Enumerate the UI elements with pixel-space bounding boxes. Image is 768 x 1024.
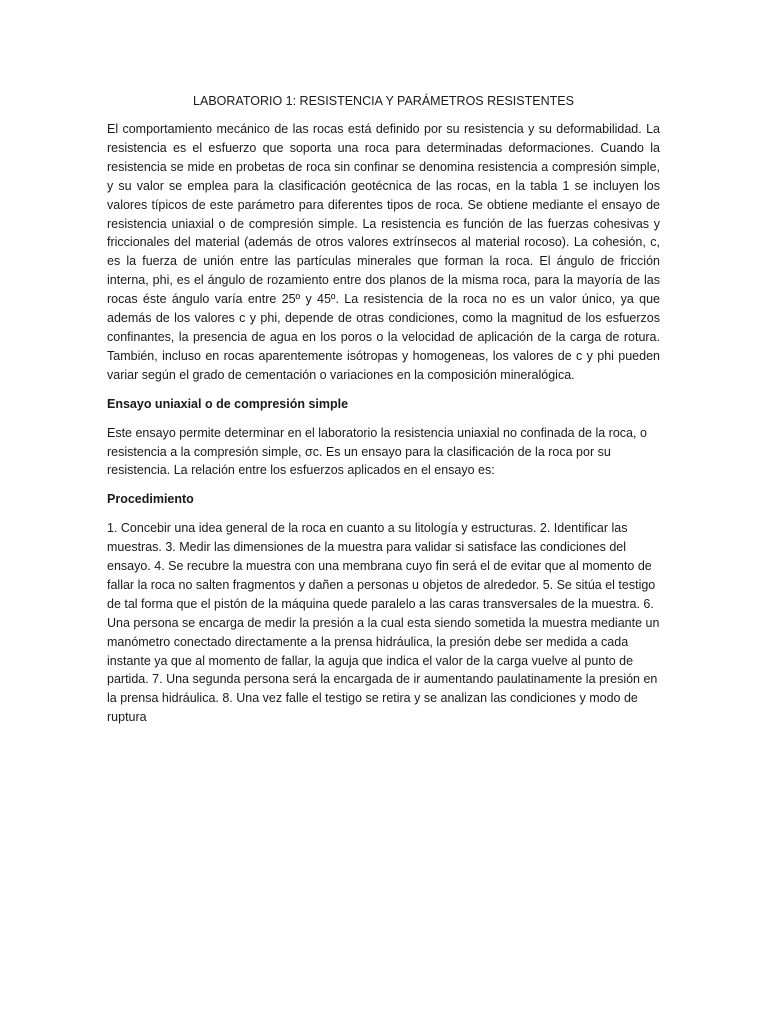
uniaxial-paragraph: Este ensayo permite determinar en el laboratorio la resistencia uniaxial no confinada de la roca, o resistencia a la compresión simple, σc. Es un ensayo para la clasificación de la roca por su resistencia. La relación entre los esfuerzos aplicados en el ensayo es: <box>107 425 647 478</box>
section-heading-procedimiento: Procedimiento <box>107 492 194 507</box>
intro-paragraph: El comportamiento mecánico de las rocas está definido por su resistencia y su deformabilidad. La resistencia es el esfuerzo que soporta una roca para determinadas deformaciones. Cuando la resistencia se mide en probetas de roca sin confinar se denomina resistencia a compresión simple, y su valor se emplea para la clasificación geotécnica de las rocas, en la tabla 1 se incluyen los valores típicos de este parámetro para diferentes tipos de roca. Se obtiene mediante el ensayo de resistencia uniaxial o de compresión simple. La resistencia es función de las fuerzas cohesivas y friccionales del material (además de otros valores extrínsecos al material rocoso). La cohesión, c, es la fuerza de unión entre las partículas minerales que forman la roca. El ángulo de fricción interna, phi, es el ángulo de rozamiento entre dos planos de la misma roca, para la mayoría de las rocas éste ángulo varía entre 25º y 45º. La resistencia de la roca no es un valor único, ya que además de los valores c y phi, depende de otras condiciones, como la magnitud de los esfuerzos confinantes, la presencia de agua en los poros o la velocidad de aplicación de la carga de rotura. También, incluso en rocas aparentemente isótropas y homogeneas, los valores de c y phi pueden variar según el grado de cementación o variaciones en la composición mineralógica. <box>107 122 660 382</box>
document-title: LABORATORIO 1: RESISTENCIA Y PARÁMETROS RESISTENTES <box>193 94 574 108</box>
document-page <box>107 92 660 737</box>
procedimiento-paragraph: 1. Concebir una idea general de la roca en cuanto a su litología y estructuras. 2. Identificar las muestras. 3. Medir las dimensiones de la muestra para validar si satisface las condiciones del ensayo. 4. Se recubre la muestra con una membrana cuyo fin será el de evitar que al momento de fallar la roca no salten fragmentos y dañen a personas u objetos de alrededor. 5. Se sitúa el testigo de tal forma que el pistón de la máquina quede paralelo a las caras transversales de la muestra. 6. Una persona se encarga de medir la presión a la cual esta siendo sometida la muestra mediante un manómetro conectado directamente a la prensa hidráulica, la presión debe ser medida a cada instante ya que al momento de fallar, la aguja que indica el valor de la carga vuelve al punto de partida. 7. Una segunda persona será la encargada de ir aumentando paulatinamente la presión en la prensa hidráulica. 8. Una vez falle el testigo se retira y se analizan las condiciones y modo de ruptura <box>107 521 660 725</box>
section-heading-uniaxial: Ensayo uniaxial o de compresión simple <box>107 396 349 411</box>
